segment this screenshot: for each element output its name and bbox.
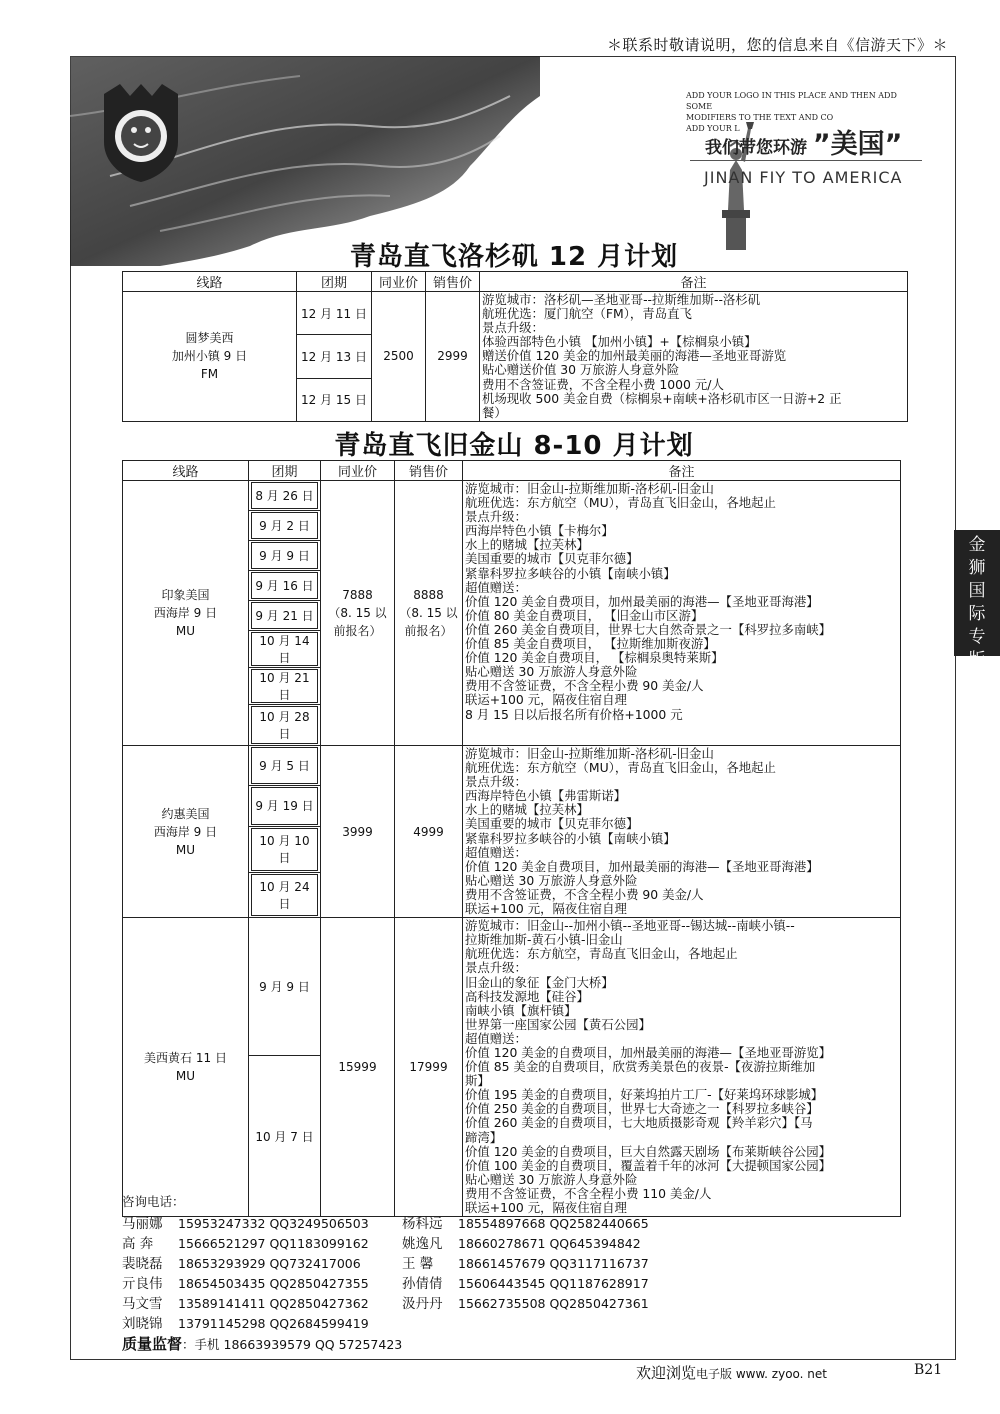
table-row [123, 746, 901, 786]
date-cell: 10 月 24 日 [249, 872, 321, 917]
date-cell: 10 月 14 日 [249, 631, 321, 668]
contact-item: 高 奔 15666521297 QQ1183099162 [122, 1236, 369, 1252]
date-cell: 10 月 10 日 [249, 826, 321, 872]
col-header: 同业价 [372, 272, 426, 292]
col-header: 团期 [249, 461, 321, 481]
contact-item: 孙倩倩 15606443545 QQ1187628917 [402, 1276, 649, 1292]
section2-title: 青岛直飞旧金山 8-10 月计划 [334, 431, 694, 461]
date-cell: 9 月 21 日 [249, 601, 321, 631]
date-cell: 10 月 28 日 [249, 705, 321, 746]
contacts-header: 咨询电话： [122, 1194, 185, 1209]
date-cell: 12 月 15 日 [297, 378, 372, 421]
peer-price: 15999 [321, 918, 395, 1217]
peer-price: 2500 [372, 292, 426, 422]
col-header: 销售价 [395, 461, 463, 481]
slogan-divider [690, 160, 922, 161]
col-header: 备注 [480, 272, 908, 292]
section1-title: 青岛直飞洛杉矶 12 月计划 [349, 242, 679, 272]
contact-item: 刘晓锦 13791145298 QQ2684599419 [122, 1316, 369, 1332]
date-cell: 10 月 7 日 [249, 1056, 321, 1217]
footer-welcome: 欢迎浏览电子版 www. zyoo. net [636, 1364, 827, 1382]
col-header: 团期 [297, 272, 372, 292]
col-header: 同业价 [321, 461, 395, 481]
date-cell: 9 月 2 日 [249, 511, 321, 541]
side-tab: 金 狮 国 际 专 版 [954, 530, 1000, 656]
sale-price: 8888 （8. 15 以 前报名） [395, 481, 463, 746]
contact-item: 马文雪 13589141411 QQ2850427362 [122, 1296, 369, 1312]
col-header: 销售价 [426, 272, 480, 292]
table-header-row [123, 272, 908, 292]
date-cell: 9 月 16 日 [249, 571, 321, 601]
date-cell: 9 月 5 日 [249, 746, 321, 786]
route-cell: 美西黄石 11 日 MU [123, 918, 249, 1217]
quality-supervision: 质量监督：手机 18663939579 QQ 57257423 [122, 1335, 403, 1353]
table-header-row [123, 461, 901, 481]
table-row [123, 918, 901, 1056]
date-cell: 9 月 19 日 [249, 786, 321, 826]
col-header: 备注 [463, 461, 901, 481]
lion-logo-icon [98, 82, 184, 182]
banner-slogan: 我们带您环游 ”美国” [705, 129, 903, 160]
route-cell: 圆梦美西 加州小镇 9 日 FM [123, 292, 297, 422]
date-cell: 12 月 11 日 [297, 292, 372, 335]
peer-price: 3999 [321, 746, 395, 918]
sale-price: 17999 [395, 918, 463, 1217]
col-header: 线路 [123, 461, 249, 481]
peer-price: 7888 （8. 15 以 前报名） [321, 481, 395, 746]
date-cell: 9 月 9 日 [249, 541, 321, 571]
date-cell: 10 月 21 日 [249, 668, 321, 705]
col-header: 线路 [123, 272, 297, 292]
contact-item: 马丽娜 15953247332 QQ3249506503 [122, 1216, 369, 1232]
contact-item: 王 馨 18661457679 QQ3117116737 [402, 1256, 649, 1272]
date-cell: 12 月 13 日 [297, 335, 372, 378]
sale-price: 4999 [395, 746, 463, 918]
table-row [123, 292, 908, 335]
contact-item: 裴晓磊 18653293929 QQ732417006 [122, 1256, 361, 1272]
banner [70, 56, 954, 266]
notes-cell: 游览城市：旧金山--加州小镇--圣地亚哥--锡达城--南峡小镇-- 拉斯维加斯-黄石小镇-旧金山 航班优选：东方航空，青岛直飞旧金山，各地起止 景点升级： 旧金山的象征【金门大桥】 高科技发源地【硅谷】 南峡小镇【旗杆镇】 世界第一座国家公园【黄石公园】 超值赠送： 价值 120 美金的自费项目，加州最美丽的海港—【圣地亚哥游览】 价值 85 美金的自费项目，欣赏秀美景色的夜景-【夜游拉斯维加 斯】 价值 195 美金的自费项目，好莱坞拍片工厂-【好莱坞环球影城】 价值 250 美金的自费项目，世界七大奇迹之一【科罗拉多峡谷】 价值 260 美金的自费项目，七大地质摄影奇观【羚羊彩穴】【马 蹄湾】 价值 120 美金的自费项目，巨大自然露天剧场【布莱斯峡谷公园】 价值 100 美金的自费项目，覆盖着千年的冰河【大提顿国家公园】 贴心赠送 30 万旅游人身意外险 费用不含签证费，不含全程小费 110 美金/人 联运+100 元，隔夜住宿自理 [463, 918, 901, 1217]
route-cell: 约惠美国 西海岸 9 日 MU [123, 746, 249, 918]
sale-price: 2999 [426, 292, 480, 422]
mountain-illustration [70, 56, 954, 266]
section1-table [122, 271, 908, 422]
notes-cell: 游览城市：洛杉矶—圣地亚哥--拉斯维加斯--洛杉矶 航班优选：厦门航空（FM），青岛直飞 景点升级： 体验西部特色小镇 【加州小镇】+【棕榈泉小镇】 赠送价值 120 美金的加州最美丽的海港—圣地亚哥游览 贴心赠送价值 30 万旅游人身意外险 费用不含签证费，不含全程小费 1000 元/人 机场现收 500 美金自费（棕榈泉+南峡+洛杉矶市区一日游+2 正 餐） [480, 292, 908, 422]
table-row [123, 481, 901, 511]
notes-cell: 游览城市：旧金山-拉斯维加斯-洛杉矶-旧金山 航班优选：东方航空（MU），青岛直飞旧金山，各地起止 景点升级： 西海岸特色小镇【卡梅尔】 水上的赌城【拉芙林】 美国重要的城市【贝克菲尔德】 紧靠科罗拉多峡谷的小镇【南峡小镇】 超值赠送： 价值 120 美金自费项目，加州最美丽的海港—【圣地亚哥海港】 价值 80 美金自费项目， 【旧金山市区游】 价值 260 美金自费项目，世界七大自然奇景之一【科罗拉多南峡】 价值 85 美金自费项目， 【拉斯维加斯夜游】 价值 120 美金自费项目， 【棕榈泉奥特莱斯】 贴心赠送 30 万旅游人身意外险 费用不含签证费，不含全程小费 90 美金/人 联运+100 元，隔夜住宿自理 8 月 15 日以后报名所有价格+1000 元 [463, 481, 901, 746]
contact-item: 汲丹丹 15662735508 QQ2850427361 [402, 1296, 649, 1312]
notes-cell: 游览城市：旧金山-拉斯维加斯-洛杉矶-旧金山 航班优选：东方航空（MU），青岛直飞旧金山，各地起止 景点升级： 西海岸特色小镇【弗雷斯诺】 水上的赌城【拉芙林】 美国重要的城市【贝克菲尔德】 紧靠科罗拉多峡谷的小镇【南峡小镇】 超值赠送： 价值 120 美金自费项目，加州最美丽的海港—【圣地亚哥海港】 贴心赠送 30 万旅游人身意外险 费用不含签证费，不含全程小费 90 美金/人 联运+100 元，隔夜住宿自理 [463, 746, 901, 918]
page-number: B21 [914, 1362, 943, 1378]
date-cell: 8 月 26 日 [249, 481, 321, 511]
contact-item: 亓良伟 18654503435 QQ2850427355 [122, 1276, 369, 1292]
banner-tagline: ADD YOUR LOGO IN THIS PLACE AND THEN ADD SOME MODIFIERS TO THE TEXT AND CO ADD YOUR L [686, 91, 897, 133]
contact-item: 姚逸凡 18660278671 QQ645394842 [402, 1236, 641, 1252]
contact-item: 杨科远 18554897668 QQ2582440665 [402, 1216, 649, 1232]
banner-slogan-en: JINAN FIY TO AMERICA [704, 168, 903, 187]
header-note: ＊联系时敬请说明，您的信息来自《信游天下》＊ [606, 36, 948, 54]
section2-table [122, 460, 901, 1217]
date-cell: 9 月 9 日 [249, 918, 321, 1056]
route-cell: 印象美国 西海岸 9 日 MU [123, 481, 249, 746]
